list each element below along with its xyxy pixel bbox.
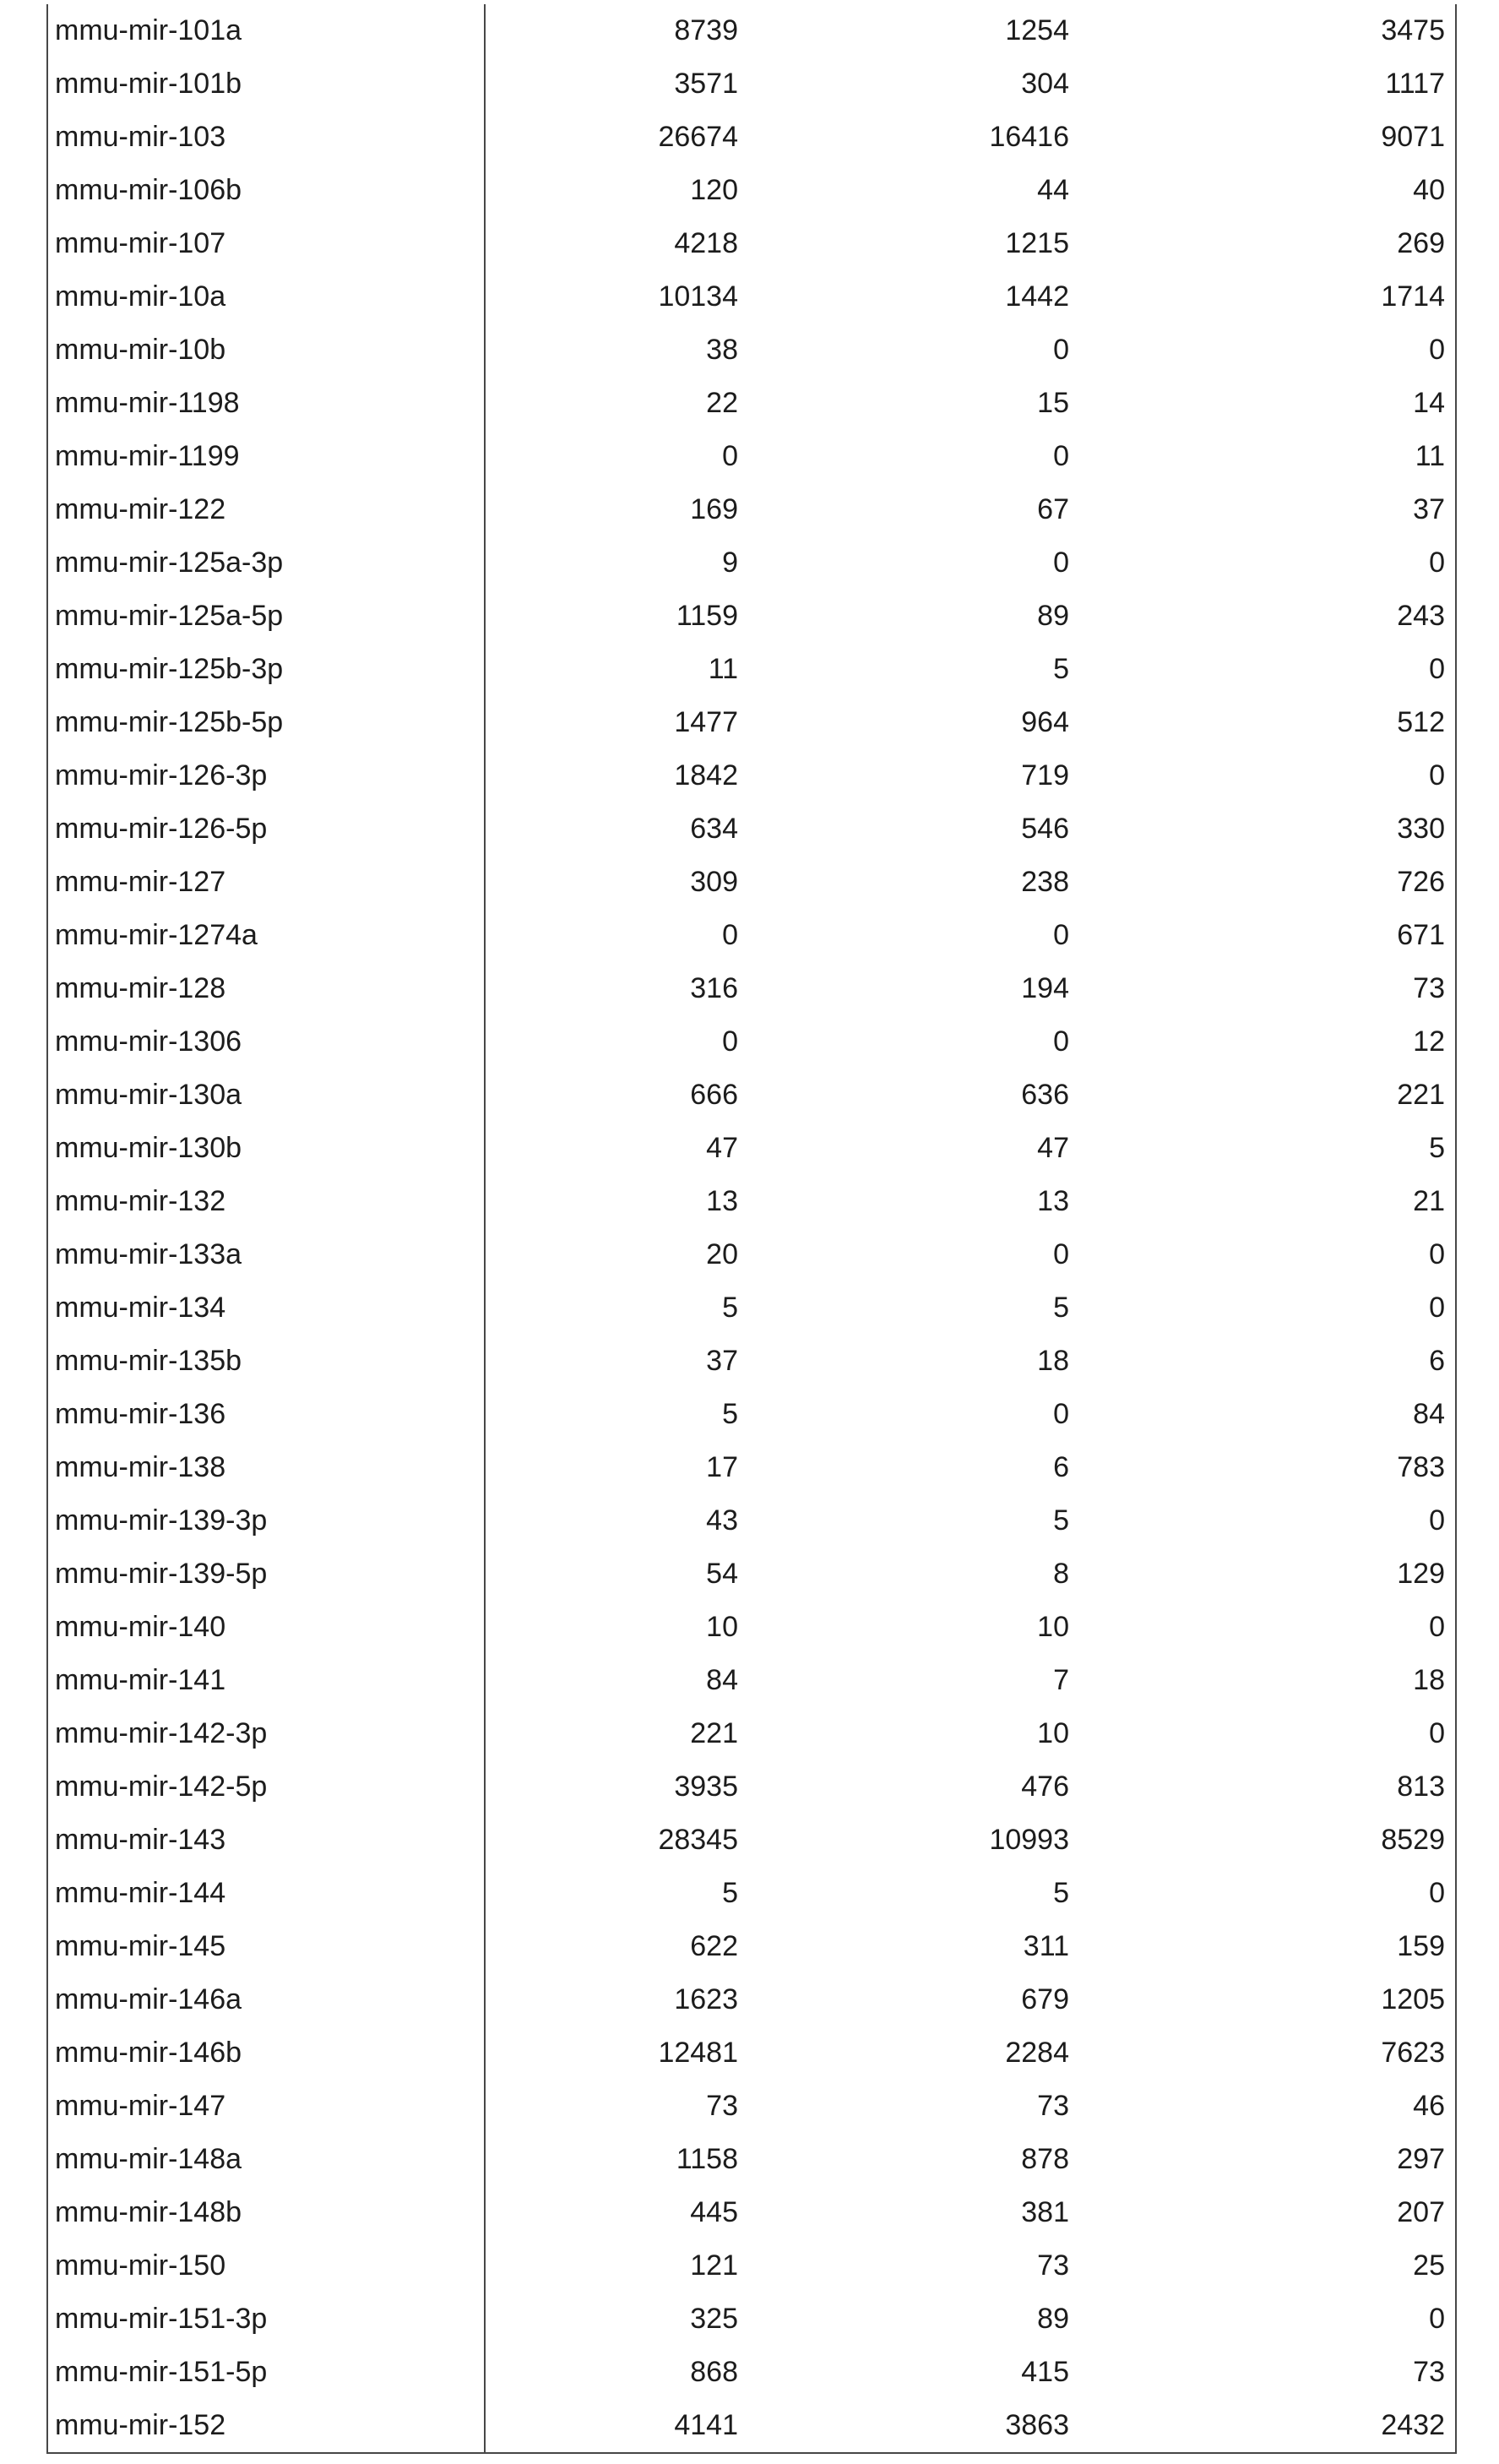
count-cell: 5 xyxy=(722,1292,738,1324)
count-cell: 3571 xyxy=(674,68,738,100)
count-cell: 5 xyxy=(722,1877,738,1909)
count-cell: 304 xyxy=(1021,68,1069,100)
count-cell: 11 xyxy=(708,653,738,685)
count-cell: 1215 xyxy=(1005,227,1069,259)
table-row xyxy=(47,2186,1456,2239)
count-cell: 194 xyxy=(1021,972,1069,1004)
count-cell: 1159 xyxy=(676,600,738,632)
mirna-name-cell: mmu-mir-125a-5p xyxy=(47,590,485,643)
count-cell: 1158 xyxy=(676,2143,738,2175)
count-cell: 14 xyxy=(1413,387,1445,419)
count-cell: 878 xyxy=(1021,2143,1069,2175)
count-cell: 512 xyxy=(1397,706,1445,738)
count-cell: 238 xyxy=(1021,866,1069,898)
count-cell: 269 xyxy=(1397,227,1445,259)
count-cell: 634 xyxy=(690,813,738,845)
mirna-name-cell: mmu-mir-145 xyxy=(47,1920,485,1973)
count-cell: 325 xyxy=(690,2303,738,2335)
count-cell: 5 xyxy=(1429,1132,1445,1164)
count-cell: 47 xyxy=(706,1132,738,1164)
mirna-name-cell: mmu-mir-143 xyxy=(47,1814,485,1867)
table-row xyxy=(47,1867,1456,1920)
mirna-name-cell: mmu-mir-139-3p xyxy=(47,1494,485,1547)
count-cell: 8739 xyxy=(674,14,738,46)
mirna-name-cell: mmu-mir-146a xyxy=(47,1973,485,2026)
count-cell: 0 xyxy=(1429,1292,1445,1324)
mirna-name-cell: mmu-mir-125a-3p xyxy=(47,536,485,590)
table-row xyxy=(47,1654,1456,1707)
count-cell: 9 xyxy=(722,547,738,579)
table-row xyxy=(47,1814,1456,1867)
table-row xyxy=(47,1547,1456,1601)
count-cell: 10993 xyxy=(989,1824,1069,1856)
mirna-name-cell: mmu-mir-151-5p xyxy=(47,2346,485,2399)
count-cell: 7623 xyxy=(1381,2037,1445,2069)
count-cell: 13 xyxy=(1037,1185,1069,1217)
count-cell: 1842 xyxy=(674,759,738,791)
count-cell: 169 xyxy=(690,493,738,525)
count-cell: 243 xyxy=(1397,600,1445,632)
table-row xyxy=(47,270,1456,324)
count-cell: 0 xyxy=(1053,1398,1069,1430)
table-row xyxy=(47,4,1456,57)
count-cell: 666 xyxy=(690,1079,738,1111)
count-cell: 73 xyxy=(1037,2090,1069,2122)
table-row xyxy=(47,1388,1456,1441)
count-cell: 12 xyxy=(1413,1025,1445,1058)
table-row xyxy=(47,536,1456,590)
table-row xyxy=(47,1281,1456,1335)
count-cell: 4141 xyxy=(674,2409,738,2441)
mirna-name-cell: mmu-mir-101b xyxy=(47,57,485,111)
mirna-name-cell: mmu-mir-130a xyxy=(47,1069,485,1122)
count-cell: 671 xyxy=(1397,919,1445,951)
mirna-name-cell: mmu-mir-150 xyxy=(47,2239,485,2293)
mirna-name-cell: mmu-mir-136 xyxy=(47,1388,485,1441)
table-row xyxy=(47,1069,1456,1122)
count-cell: 445 xyxy=(690,2196,738,2228)
count-cell: 1442 xyxy=(1005,280,1069,313)
count-cell: 0 xyxy=(1429,653,1445,685)
table-row xyxy=(47,962,1456,1015)
count-cell: 221 xyxy=(1397,1079,1445,1111)
count-cell: 0 xyxy=(1053,547,1069,579)
count-cell: 0 xyxy=(722,440,738,472)
count-cell: 783 xyxy=(1397,1451,1445,1483)
count-cell: 73 xyxy=(1413,2356,1445,2388)
count-cell: 0 xyxy=(1429,1504,1445,1537)
table-row xyxy=(47,1973,1456,2026)
table-row xyxy=(47,1441,1456,1494)
count-cell: 679 xyxy=(1021,1983,1069,2015)
count-cell: 1254 xyxy=(1005,14,1069,46)
count-cell: 26674 xyxy=(658,121,738,153)
mirna-name-cell: mmu-mir-107 xyxy=(47,217,485,270)
table-row xyxy=(47,1920,1456,1973)
mirna-name-cell: mmu-mir-103 xyxy=(47,111,485,164)
count-cell: 2284 xyxy=(1005,2037,1069,2069)
table-row xyxy=(47,856,1456,909)
mirna-name-cell: mmu-mir-125b-5p xyxy=(47,696,485,749)
count-cell: 546 xyxy=(1021,813,1069,845)
table-row xyxy=(47,1122,1456,1175)
count-cell: 6 xyxy=(1053,1451,1069,1483)
mirna-name-cell: mmu-mir-126-3p xyxy=(47,749,485,802)
count-cell: 311 xyxy=(1023,1930,1069,1962)
count-cell: 1623 xyxy=(674,1983,738,2015)
mirna-name-cell: mmu-mir-101a xyxy=(47,4,485,57)
mirna-name-cell: mmu-mir-126-5p xyxy=(47,802,485,856)
count-cell: 40 xyxy=(1413,174,1445,206)
table-row xyxy=(47,1335,1456,1388)
table-row xyxy=(47,2239,1456,2293)
count-cell: 18 xyxy=(1037,1345,1069,1377)
count-cell: 316 xyxy=(690,972,738,1004)
count-cell: 47 xyxy=(1037,1132,1069,1164)
count-cell: 37 xyxy=(1413,493,1445,525)
count-cell: 719 xyxy=(1021,759,1069,791)
count-cell: 0 xyxy=(1053,440,1069,472)
count-cell: 11 xyxy=(1415,440,1445,472)
count-cell: 5 xyxy=(722,1398,738,1430)
table-row xyxy=(47,2080,1456,2133)
count-cell: 16416 xyxy=(989,121,1069,153)
count-cell: 1205 xyxy=(1381,1983,1445,2015)
count-cell: 381 xyxy=(1021,2196,1069,2228)
count-cell: 10 xyxy=(1037,1717,1069,1749)
count-cell: 10134 xyxy=(658,280,738,313)
mirna-name-cell: mmu-mir-10b xyxy=(47,324,485,377)
count-cell: 1714 xyxy=(1381,280,1445,313)
table-row xyxy=(47,2346,1456,2399)
table-row xyxy=(47,696,1456,749)
count-cell: 297 xyxy=(1397,2143,1445,2175)
count-cell: 46 xyxy=(1413,2090,1445,2122)
count-cell: 221 xyxy=(690,1717,738,1749)
mirna-name-cell: mmu-mir-130b xyxy=(47,1122,485,1175)
count-cell: 120 xyxy=(690,174,738,206)
count-cell: 0 xyxy=(722,1025,738,1058)
table-row xyxy=(47,483,1456,536)
count-cell: 0 xyxy=(1053,334,1069,366)
mirna-name-cell: mmu-mir-146b xyxy=(47,2026,485,2080)
count-cell: 28345 xyxy=(658,1824,738,1856)
mirna-name-cell: mmu-mir-144 xyxy=(47,1867,485,1920)
count-cell: 84 xyxy=(1413,1398,1445,1430)
count-cell: 10 xyxy=(706,1611,738,1643)
mirna-name-cell: mmu-mir-142-3p xyxy=(47,1707,485,1760)
table-row xyxy=(47,802,1456,856)
count-cell: 0 xyxy=(1429,547,1445,579)
count-cell: 38 xyxy=(706,334,738,366)
count-cell: 13 xyxy=(706,1185,738,1217)
count-cell: 37 xyxy=(706,1345,738,1377)
table-row xyxy=(47,2293,1456,2346)
mirna-name-cell: mmu-mir-122 xyxy=(47,483,485,536)
count-cell: 330 xyxy=(1397,813,1445,845)
count-cell: 159 xyxy=(1397,1930,1445,1962)
count-cell: 89 xyxy=(1037,600,1069,632)
mirna-name-cell: mmu-mir-138 xyxy=(47,1441,485,1494)
mirna-name-cell: mmu-mir-1306 xyxy=(47,1015,485,1069)
count-cell: 1117 xyxy=(1385,68,1445,100)
mirna-table-body xyxy=(47,4,1456,2453)
mirna-name-cell: mmu-mir-10a xyxy=(47,270,485,324)
count-cell: 0 xyxy=(1429,334,1445,366)
count-cell: 4218 xyxy=(674,227,738,259)
mirna-name-cell: mmu-mir-142-5p xyxy=(47,1760,485,1814)
table-row xyxy=(47,217,1456,270)
mirna-name-cell: mmu-mir-134 xyxy=(47,1281,485,1335)
count-cell: 0 xyxy=(1429,2303,1445,2335)
mirna-name-cell: mmu-mir-139-5p xyxy=(47,1547,485,1601)
count-cell: 89 xyxy=(1037,2303,1069,2335)
count-cell: 43 xyxy=(706,1504,738,1537)
count-cell: 0 xyxy=(1429,1877,1445,1909)
count-cell: 964 xyxy=(1021,706,1069,738)
count-cell: 12481 xyxy=(658,2037,738,2069)
mirna-name-cell: mmu-mir-152 xyxy=(47,2399,485,2453)
count-cell: 22 xyxy=(706,387,738,419)
count-cell: 0 xyxy=(1053,1238,1069,1270)
mirna-name-cell: mmu-mir-135b xyxy=(47,1335,485,1388)
table-row xyxy=(47,1228,1456,1281)
count-cell: 3475 xyxy=(1381,14,1445,46)
count-cell: 54 xyxy=(706,1558,738,1590)
mirna-name-cell: mmu-mir-148b xyxy=(47,2186,485,2239)
table-row xyxy=(47,377,1456,430)
count-cell: 3935 xyxy=(674,1770,738,1803)
mirna-name-cell: mmu-mir-125b-3p xyxy=(47,643,485,696)
count-cell: 6 xyxy=(1429,1345,1445,1377)
count-cell: 0 xyxy=(1429,1611,1445,1643)
count-cell: 73 xyxy=(706,2090,738,2122)
count-cell: 636 xyxy=(1021,1079,1069,1111)
mirna-name-cell: mmu-mir-1199 xyxy=(47,430,485,483)
mirna-name-cell: mmu-mir-133a xyxy=(47,1228,485,1281)
count-cell: 121 xyxy=(690,2249,738,2282)
table-row xyxy=(47,643,1456,696)
table-row xyxy=(47,1601,1456,1654)
count-cell: 0 xyxy=(1429,759,1445,791)
table-row xyxy=(47,111,1456,164)
count-cell: 0 xyxy=(1053,919,1069,951)
count-cell: 726 xyxy=(1397,866,1445,898)
count-cell: 8529 xyxy=(1381,1824,1445,1856)
count-cell: 129 xyxy=(1397,1558,1445,1590)
count-cell: 21 xyxy=(1413,1185,1445,1217)
count-cell: 5 xyxy=(1053,653,1069,685)
count-cell: 18 xyxy=(1413,1664,1445,1696)
count-cell: 84 xyxy=(706,1664,738,1696)
count-cell: 415 xyxy=(1021,2356,1069,2388)
mirna-name-cell: mmu-mir-151-3p xyxy=(47,2293,485,2346)
count-cell: 813 xyxy=(1397,1770,1445,1803)
mirna-name-cell: mmu-mir-148a xyxy=(47,2133,485,2186)
count-cell: 2432 xyxy=(1381,2409,1445,2441)
count-cell: 73 xyxy=(1037,2249,1069,2282)
table-row xyxy=(47,57,1456,111)
count-cell: 622 xyxy=(690,1930,738,1962)
count-cell: 15 xyxy=(1037,387,1069,419)
count-cell: 10 xyxy=(1037,1611,1069,1643)
count-cell: 5 xyxy=(1053,1292,1069,1324)
mirna-name-cell: mmu-mir-106b xyxy=(47,164,485,217)
table-row xyxy=(47,1760,1456,1814)
count-cell: 476 xyxy=(1021,1770,1069,1803)
count-cell: 67 xyxy=(1037,493,1069,525)
count-cell: 5 xyxy=(1053,1877,1069,1909)
mirna-name-cell: mmu-mir-128 xyxy=(47,962,485,1015)
table-row xyxy=(47,2133,1456,2186)
count-cell: 9071 xyxy=(1381,121,1445,153)
table-row xyxy=(47,1494,1456,1547)
mirna-name-cell: mmu-mir-147 xyxy=(47,2080,485,2133)
mirna-name-cell: mmu-mir-127 xyxy=(47,856,485,909)
table-row xyxy=(47,430,1456,483)
count-cell: 44 xyxy=(1037,174,1069,206)
mirna-name-cell: mmu-mir-132 xyxy=(47,1175,485,1228)
count-cell: 7 xyxy=(1053,1664,1069,1696)
table-row xyxy=(47,590,1456,643)
mirna-count-table xyxy=(46,4,1457,2454)
table-row xyxy=(47,1175,1456,1228)
count-cell: 207 xyxy=(1397,2196,1445,2228)
mirna-name-cell: mmu-mir-1198 xyxy=(47,377,485,430)
table-row xyxy=(47,2399,1456,2453)
count-cell: 0 xyxy=(1053,1025,1069,1058)
mirna-name-cell: mmu-mir-141 xyxy=(47,1654,485,1707)
count-cell: 25 xyxy=(1413,2249,1445,2282)
count-cell: 309 xyxy=(690,866,738,898)
count-cell: 0 xyxy=(1429,1717,1445,1749)
count-cell: 3863 xyxy=(1005,2409,1069,2441)
table-row xyxy=(47,164,1456,217)
mirna-name-cell: mmu-mir-1274a xyxy=(47,909,485,962)
table-row xyxy=(47,749,1456,802)
count-cell: 8 xyxy=(1053,1558,1069,1590)
table-row xyxy=(47,1015,1456,1069)
table-row xyxy=(47,2026,1456,2080)
count-cell: 73 xyxy=(1413,972,1445,1004)
count-cell: 20 xyxy=(706,1238,738,1270)
count-cell: 0 xyxy=(1429,1238,1445,1270)
count-cell: 0 xyxy=(722,919,738,951)
mirna-name-cell: mmu-mir-140 xyxy=(47,1601,485,1654)
count-cell: 17 xyxy=(706,1451,738,1483)
count-cell: 5 xyxy=(1053,1504,1069,1537)
table-row xyxy=(47,324,1456,377)
table-row xyxy=(47,1707,1456,1760)
count-cell: 868 xyxy=(690,2356,738,2388)
table-row xyxy=(47,909,1456,962)
count-cell: 1477 xyxy=(674,706,738,738)
